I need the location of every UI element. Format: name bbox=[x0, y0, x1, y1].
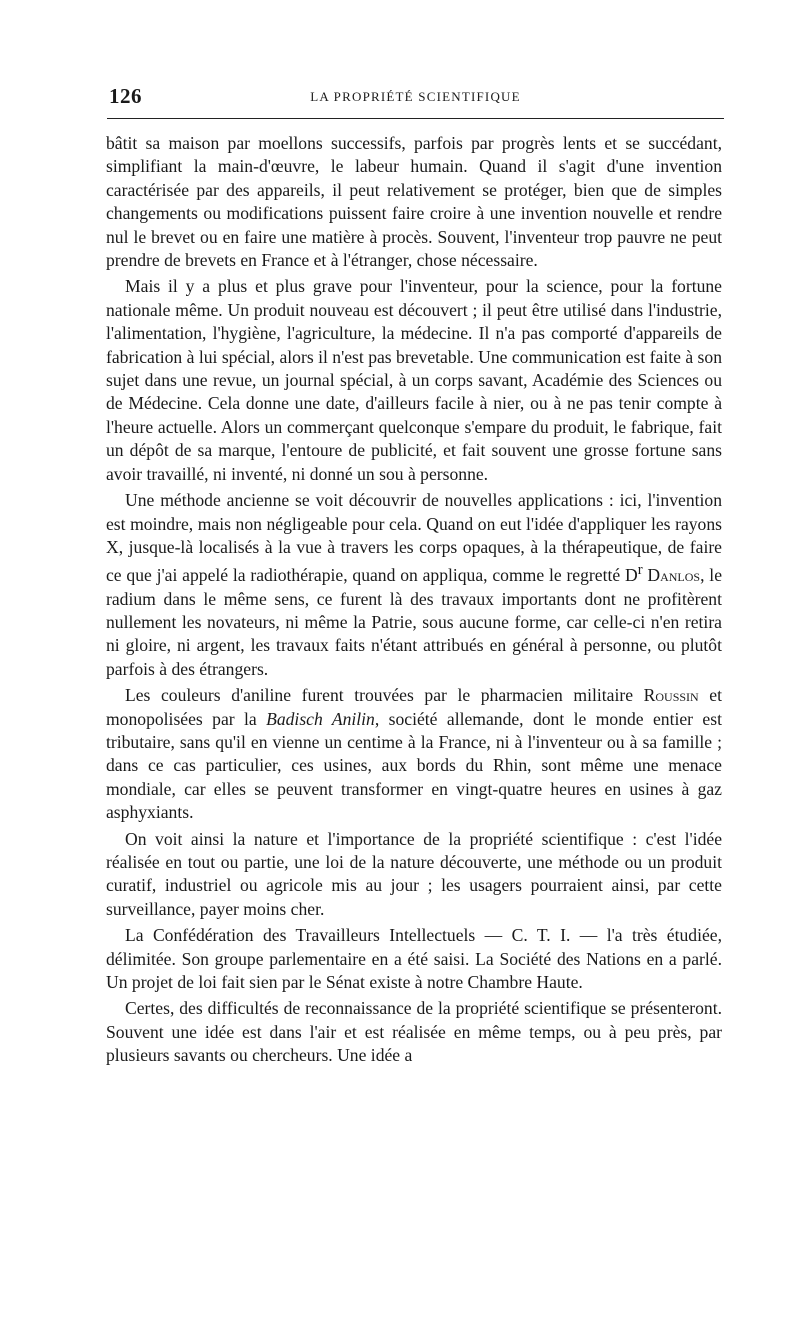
paragraph: Certes, des difficultés de reconnaissance de la propriété scientifique se présenteront. Souvent une idée est dans l'air et est réalisée en même temps, ou à peu près, par plusieurs savants ou chercheurs. Une idée a bbox=[106, 998, 722, 1066]
page-header bbox=[107, 84, 724, 118]
company-name: Badisch Anilin bbox=[266, 708, 375, 729]
paragraph-continued: bâtit sa maison par moellons successifs, parfois par progrès lents et se succédant, simplifiant la main-d'œuvre, le labeur humain. Quand il s'agit d'une invention caractérisée par des appareils, il peut relativement se protéger, bien que de simples changements ou modifications puissent faire croire à une invention nouvelle et rendre nul le brevet ou en faire une matière à procès. Souvent, l'inventeur trop pauvre ne peut prendre de brevets en France et à l'étranger, chose nécessaire. bbox=[106, 133, 722, 271]
text-run: Les couleurs d'aniline furent trouvées par le pharmacien militaire bbox=[125, 685, 644, 706]
paragraph: Mais il y a plus et plus grave pour l'inventeur, pour la science, pour la fortune nationale même. Un produit nouveau est découvert ; il peut être utilisé dans l'industrie, l'alimentation, l'hygiène, l'agriculture, la médecine. Il n'a pas comporté d'appareils de fabrication à lui spécial, alors il n'est pas brevetable. Une communication est faite à son sujet dans une revue, un journal spécial, à un corps savant, Académie des Sciences ou de Médecine. Cela donne une date, d'ailleurs facile à nier, ou à ne pas tenir compte à l'heure actuelle. Alors un commerçant quelconque s'empare du produit, le fabrique, fait un dépôt de sa marque, l'entoure de publicité, et fait souvent une grosse fortune sans avoir travaillé, ni inventé, ni donné un sou à personne. bbox=[106, 276, 722, 484]
paragraph-radiotherapy bbox=[106, 489, 722, 681]
text-run: Une méthode ancienne se voit découvrir de nouvelles applications : ici, l'invention est moindre, mais non négligeable pour cela. Quand on eut l'idée d'appliquer les rayons X, jusque-là localisés à la vue à travers les corps opaques, à la thérapeutique, de faire ce que j'ai appelé la radiothérapie, quand on appliqua, comme le regretté D bbox=[106, 490, 722, 586]
page-body bbox=[106, 132, 722, 1071]
paragraph: La Confédération des Travailleurs Intellectuels — C. T. I. — l'a très étudiée, délimitée. Son groupe parlementaire en a été saisi. La Société des Nations en a parlé. Un projet de loi fait sien par le Sénat existe à notre Chambre Haute. bbox=[106, 925, 722, 993]
person-name: Roussin bbox=[643, 685, 699, 706]
running-title: LA PROPRIÉTÉ SCIENTIFIQUE bbox=[310, 89, 521, 104]
text-run: et monopolisées par la bbox=[106, 685, 722, 729]
header-rule bbox=[107, 118, 724, 119]
page-number: 126 bbox=[109, 84, 142, 108]
text-run: , le radium dans le même sens, ce furent là des travaux importants dont ne profitèrent nullement les novateurs, ni même la Patrie, sous aucune forme, car celle-ci n'en retira ni gloire, ni argent, les travaux faits n'étant attribués en général à personne, ou plutôt parfois à des étrangers. bbox=[106, 565, 723, 679]
text-run: , société allemande, dont le monde entier est tributaire, sans qu'il en vienne un centime à la France, ni à l'inventeur ou à sa famille ; dans ce cas particulier, ces usines, aux bords du Rhin, sont même une menace mondiale, car elles se peuvent transformer en vingt-quatre heures en usines à gaz asphyxiants. bbox=[106, 708, 722, 823]
person-name: Danlos bbox=[647, 565, 701, 586]
paragraph: On voit ainsi la nature et l'importance de la propriété scientifique : c'est l'idée réalisée en tout ou partie, une loi de la nature découverte, une méthode ou un produit curatif, industriel ou agricole mis au jour ; les usagers pourraient ainsi, par cette surveillance, payer moins cher. bbox=[106, 828, 722, 919]
superscript: r bbox=[637, 562, 643, 579]
paragraph-aniline bbox=[106, 684, 722, 824]
